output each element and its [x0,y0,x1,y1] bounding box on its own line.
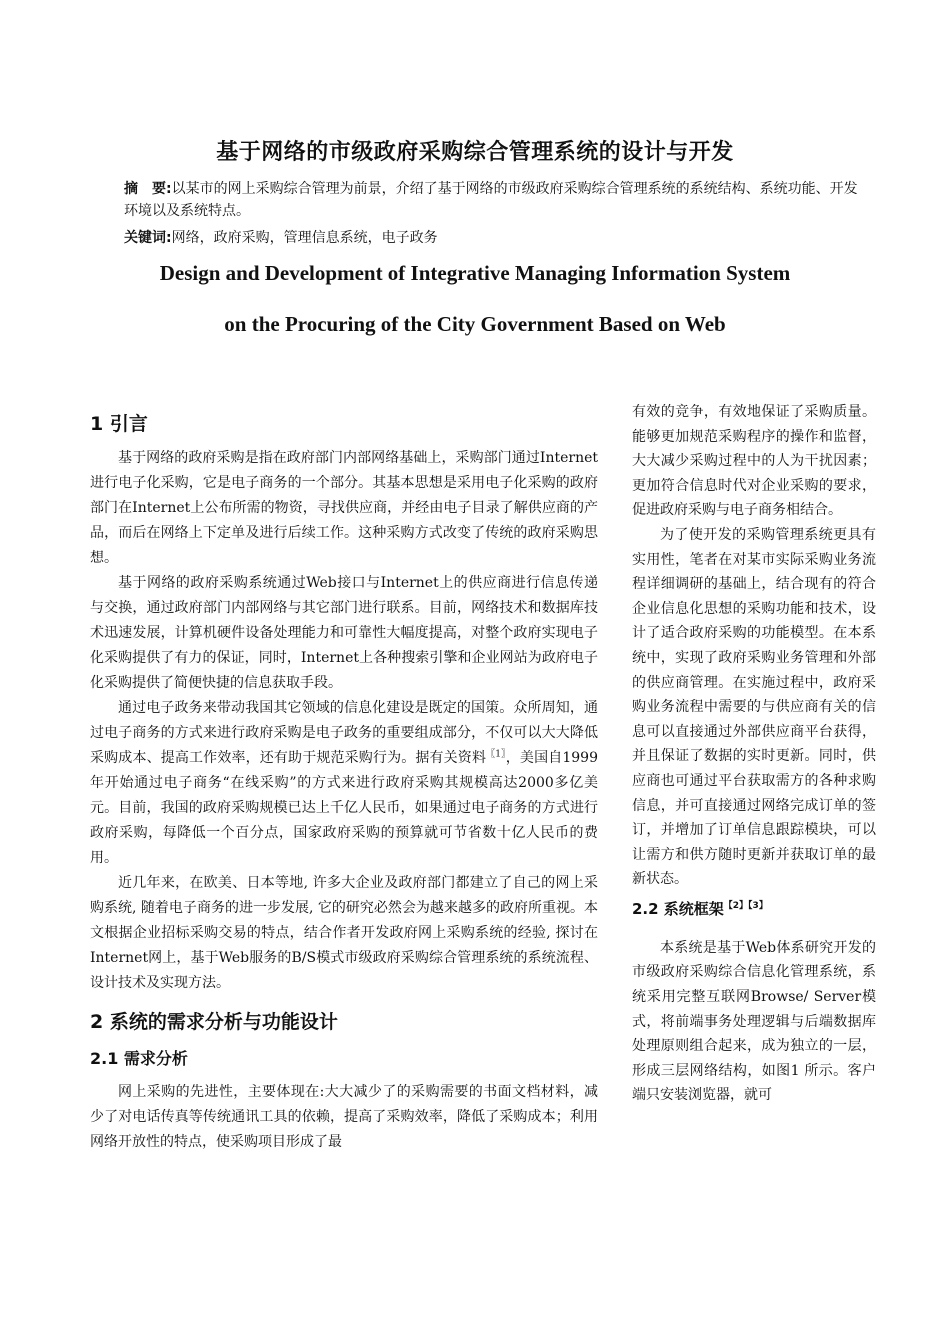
left-column [90,410,598,1155]
section-2-2-paragraph-1: 本系统是基于Web体系研究开发的市级政府采购综合信息化管理系统，系统采用完整互联网Browse/ Server模式，将前端事务处理逻辑与后端数据库处理原则组合起来，成为独立的一层，形成三层网络结构，如图1 所示。客户端只安装浏览器，就可 [632,939,876,1104]
english-title-line1: Design and Development of Integrative Managing Information System [159,261,791,285]
section-2-2-heading [632,896,876,922]
abstract-label: 摘 要: [124,181,172,197]
citation-1: 〖1〗 [486,749,506,760]
section-1-paragraph-3-part-a: 通过电子政务来带动我国其它领域的信息化建设是既定的国策。众所周知，通过电子商务的方式来进行政府采购是电子政务的重要组成部分，不仅可以大大降低采购成本、提高工作效率，还有助于规范采购行为。据有关资料 [90,700,598,766]
section-1-paragraph-4: 近几年来，在欧美、日本等地, 许多大企业及政府部门都建立了自己的网上采购系统, 随着电子商务的进一步发展, 它的研究必然会为越来越多的政府所重视。本文根据企业招标采购交易的特点，结合作者开发政府网上采购系统的经验, 探讨在Internet网上，基于Web服务的B/S模式市级政府采购综合管理系统的系统流程、设计技术及实现方法。 [90,875,598,991]
section-1-paragraph-1: 基于网络的政府采购是指在政府部门内部网络基础上，采购部门通过Internet进行电子化采购，它是电子商务的一个部分。其基本思想是采用电子化采购的政府部门在Internet上公布所需的物资，寻找供应商，并经由电子目录了解供应商的产品，而后在网络上下定单及进行后续工作。这种采购方式改变了传统的政府采购思想。 [90,450,598,566]
section-1-paragraph-3-part-b: ，美国自1999年开始通过电子商务“在线采购”的方式来进行政府采购其规模高达2000多亿美元。目前，我国的政府采购规模已达上千亿人民币，如果通过电子商务的方式进行政府采购，每降低一个百分点，国家政府采购的预算就可节省数十亿人民币的费用。 [90,750,598,866]
section-2-1-paragraph-1: 网上采购的先进性，主要体现在:大大减少了的采购需要的书面文档材料，减少了对电话传真等传统通讯工具的依赖，提高了采购效率，降低了采购成本；利用网络开放性的特点，使采购项目形成了最 [90,1084,598,1150]
right-column [632,400,876,1108]
section-2-1-heading: 2.1 需求分析 [90,1049,188,1068]
keywords-text: 网络，政府采购，管理信息系统，电子政务 [171,230,438,246]
section-2-1-paragraph-1-continued: 有效的竞争，有效地保证了采购质量。能够更加规范采购程序的操作和监督，大大减少采购过程中的人为干扰因素；更加符合信息时代对企业采购的要求，促进政府采购与电子商务相结合。 [632,404,876,519]
english-title-line2: on the Procuring of the City Government Based on Web [224,312,726,336]
abstract [124,178,864,222]
section-2-2-heading-text: 2.2 系统框架 [632,899,724,918]
section-2-1-paragraph-2: 为了使开发的采购管理系统更具有实用性，笔者在对某市实际采购业务流程详细调研的基础上，结合现有的符合企业信息化思想的采购功能和技术，设计了适合政府采购的功能模型。在本系统中，实现了政府采购业务管理和外部的供应商管理。在实施过程中，政府采购业务流程中需要的与供应商有关的信息可以直接通过外部供应商平台获得，并且保证了数据的实时更新。同时，供应商也可通过平台获取需方的各种求购信息，并可直接通过网络完成订单的签订，并增加了订单信息跟踪模块，可以让需方和供方随时更新并获取订单的最新状态。 [632,526,876,888]
section-1-paragraph-3 [90,696,598,871]
keywords-label: 关键词: [124,230,172,246]
abstract-text: 以某市的网上采购综合管理为前景，介绍了基于网络的市级政府采购综合管理系统的系统结构、系统功能、开发环境以及系统特点。 [124,181,858,219]
paper-title: 基于网络的市级政府采购综合管理系统的设计与开发 [216,140,734,165]
section-2-heading: 2 系统的需求分析与功能设计 [90,1011,338,1033]
keywords [124,228,864,248]
section-1-heading: 1 引言 [90,413,148,435]
citation-2-3: 【2】【3】 [723,900,768,911]
section-1-paragraph-2: 基于网络的政府采购系统通过Web接口与Internet上的供应商进行信息传递与交换，通过政府部门内部网络与其它部门进行联系。目前，网络技术和数据库技术迅速发展，计算机硬件设备处理能力和可靠性大幅度提高，对整个政府实现电子化采购提供了有力的保证，同时，Internet上各种搜索引擎和企业网站为政府电子化采购提供了简便快捷的信息获取手段。 [90,575,598,691]
